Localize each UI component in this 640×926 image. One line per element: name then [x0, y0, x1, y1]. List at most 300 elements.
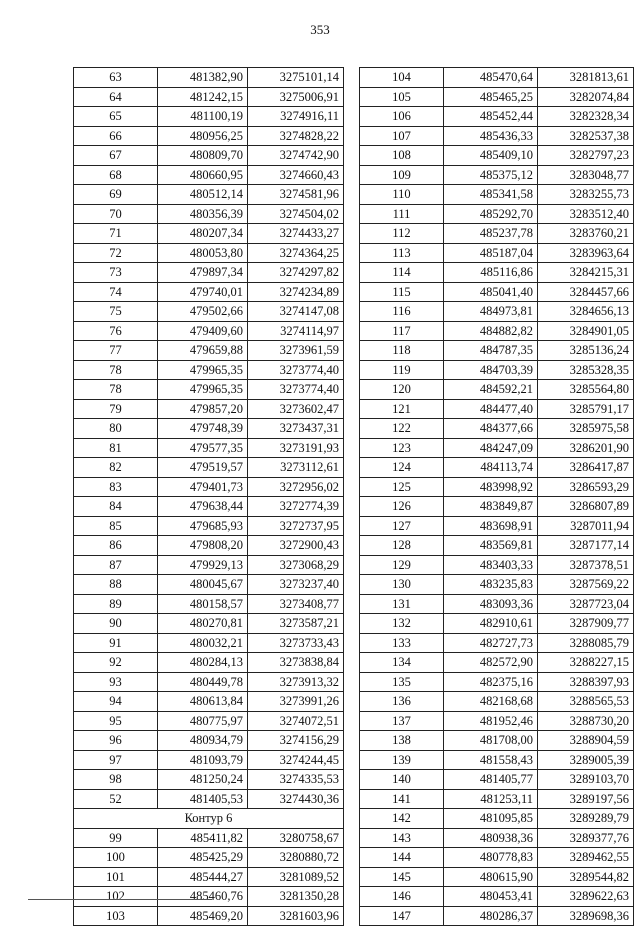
y-coordinate: 3286417,87 [538, 458, 634, 478]
table-row [74, 536, 344, 556]
point-number: 120 [360, 380, 444, 400]
point-number: 135 [360, 672, 444, 692]
x-coordinate: 480158,57 [158, 594, 248, 614]
y-coordinate: 3273408,77 [248, 594, 344, 614]
point-number: 113 [360, 243, 444, 263]
point-number: 115 [360, 282, 444, 302]
x-coordinate: 480045,67 [158, 575, 248, 595]
table-row [74, 692, 344, 712]
point-number: 143 [360, 828, 444, 848]
x-coordinate: 484113,74 [444, 458, 538, 478]
x-coordinate: 482572,90 [444, 653, 538, 673]
point-number: 64 [74, 87, 158, 107]
x-coordinate: 483235,83 [444, 575, 538, 595]
point-number: 136 [360, 692, 444, 712]
table-row [74, 146, 344, 166]
table-row [360, 536, 634, 556]
table-row [74, 341, 344, 361]
y-coordinate: 3289289,79 [538, 809, 634, 829]
point-number: 78 [74, 360, 158, 380]
point-number: 96 [74, 731, 158, 751]
x-coordinate: 485375,12 [444, 165, 538, 185]
x-coordinate: 483849,87 [444, 497, 538, 517]
point-number: 98 [74, 770, 158, 790]
x-coordinate: 479659,88 [158, 341, 248, 361]
section-row [74, 809, 344, 829]
y-coordinate: 3274430,36 [248, 789, 344, 809]
page-number: 353 [310, 22, 330, 37]
y-coordinate: 3289698,36 [538, 906, 634, 926]
point-number: 122 [360, 419, 444, 439]
point-number: 109 [360, 165, 444, 185]
point-number: 125 [360, 477, 444, 497]
x-coordinate: 481242,15 [158, 87, 248, 107]
x-coordinate: 480809,70 [158, 146, 248, 166]
point-number: 93 [74, 672, 158, 692]
point-number: 95 [74, 711, 158, 731]
x-coordinate: 479685,93 [158, 516, 248, 536]
y-coordinate: 3274297,82 [248, 263, 344, 283]
x-coordinate: 483403,33 [444, 555, 538, 575]
table-row [360, 87, 634, 107]
y-coordinate: 3287378,51 [538, 555, 634, 575]
point-number: 70 [74, 204, 158, 224]
y-coordinate: 3274660,43 [248, 165, 344, 185]
table-row [74, 185, 344, 205]
point-number: 107 [360, 126, 444, 146]
point-number: 89 [74, 594, 158, 614]
table-row [360, 750, 634, 770]
x-coordinate: 480284,13 [158, 653, 248, 673]
y-coordinate: 3288227,15 [538, 653, 634, 673]
table-row [360, 68, 634, 88]
point-number: 91 [74, 633, 158, 653]
y-coordinate: 3285791,17 [538, 399, 634, 419]
x-coordinate: 481405,53 [158, 789, 248, 809]
x-coordinate: 480660,95 [158, 165, 248, 185]
x-coordinate: 485465,25 [444, 87, 538, 107]
x-coordinate: 482910,61 [444, 614, 538, 634]
x-coordinate: 479519,57 [158, 458, 248, 478]
y-coordinate: 3288397,93 [538, 672, 634, 692]
table-row [74, 555, 344, 575]
table-row [74, 419, 344, 439]
table-row [360, 126, 634, 146]
point-number: 67 [74, 146, 158, 166]
table-row [360, 341, 634, 361]
table-row [74, 750, 344, 770]
x-coordinate: 481708,00 [444, 731, 538, 751]
point-number: 144 [360, 848, 444, 868]
table-row [74, 516, 344, 536]
table-row [360, 497, 634, 517]
point-number: 141 [360, 789, 444, 809]
y-coordinate: 3286201,90 [538, 438, 634, 458]
table-row [74, 107, 344, 127]
point-number: 129 [360, 555, 444, 575]
point-number: 71 [74, 224, 158, 244]
table-row [360, 380, 634, 400]
point-number: 90 [74, 614, 158, 634]
x-coordinate: 485187,04 [444, 243, 538, 263]
table-row [74, 263, 344, 283]
point-number: 80 [74, 419, 158, 439]
y-coordinate: 3274504,02 [248, 204, 344, 224]
point-number: 127 [360, 516, 444, 536]
table-row [74, 653, 344, 673]
x-coordinate: 480449,78 [158, 672, 248, 692]
y-coordinate: 3283760,21 [538, 224, 634, 244]
point-number: 101 [74, 867, 158, 887]
table-row [74, 594, 344, 614]
y-coordinate: 3283048,77 [538, 165, 634, 185]
table-row [360, 185, 634, 205]
table-row [360, 594, 634, 614]
table-row [360, 165, 634, 185]
point-number: 110 [360, 185, 444, 205]
y-coordinate: 3273587,21 [248, 614, 344, 634]
y-coordinate: 3281089,52 [248, 867, 344, 887]
coordinates-table-left [73, 67, 344, 926]
point-number: 124 [360, 458, 444, 478]
table-row [360, 770, 634, 790]
point-number: 87 [74, 555, 158, 575]
x-coordinate: 481093,79 [158, 750, 248, 770]
x-coordinate: 480207,34 [158, 224, 248, 244]
y-coordinate: 3287011,94 [538, 516, 634, 536]
x-coordinate: 480512,14 [158, 185, 248, 205]
table-row [360, 146, 634, 166]
x-coordinate: 484377,66 [444, 419, 538, 439]
x-coordinate: 481382,90 [158, 68, 248, 88]
table-row [74, 458, 344, 478]
table-row [360, 282, 634, 302]
point-number: 66 [74, 126, 158, 146]
x-coordinate: 479897,34 [158, 263, 248, 283]
table-row [74, 789, 344, 809]
y-coordinate: 3280758,67 [248, 828, 344, 848]
x-coordinate: 483998,92 [444, 477, 538, 497]
x-coordinate: 484477,40 [444, 399, 538, 419]
x-coordinate: 484247,09 [444, 438, 538, 458]
y-coordinate: 3273237,40 [248, 575, 344, 595]
point-number: 82 [74, 458, 158, 478]
y-coordinate: 3286593,29 [538, 477, 634, 497]
x-coordinate: 481253,11 [444, 789, 538, 809]
table-row [74, 575, 344, 595]
point-number: 119 [360, 360, 444, 380]
x-coordinate: 480453,41 [444, 887, 538, 907]
x-coordinate: 485409,10 [444, 146, 538, 166]
y-coordinate: 3289005,39 [538, 750, 634, 770]
y-coordinate: 3284656,13 [538, 302, 634, 322]
point-number: 100 [74, 848, 158, 868]
section-title: Контур 6 [74, 809, 344, 829]
y-coordinate: 3274742,90 [248, 146, 344, 166]
table-row [74, 399, 344, 419]
x-coordinate: 483569,81 [444, 536, 538, 556]
y-coordinate: 3274335,53 [248, 770, 344, 790]
y-coordinate: 3272956,02 [248, 477, 344, 497]
x-coordinate: 480615,90 [444, 867, 538, 887]
table-row [360, 555, 634, 575]
table-row [360, 224, 634, 244]
point-number: 76 [74, 321, 158, 341]
x-coordinate: 482168,68 [444, 692, 538, 712]
point-number: 123 [360, 438, 444, 458]
y-coordinate: 3275006,91 [248, 87, 344, 107]
y-coordinate: 3273068,29 [248, 555, 344, 575]
y-coordinate: 3281603,96 [248, 906, 344, 926]
y-coordinate: 3287177,14 [538, 536, 634, 556]
x-coordinate: 485436,33 [444, 126, 538, 146]
table-row [74, 497, 344, 517]
y-coordinate: 3274433,27 [248, 224, 344, 244]
x-coordinate: 485469,20 [158, 906, 248, 926]
x-coordinate: 483698,91 [444, 516, 538, 536]
x-coordinate: 485237,78 [444, 224, 538, 244]
x-coordinate: 481250,24 [158, 770, 248, 790]
x-coordinate: 484703,39 [444, 360, 538, 380]
point-number: 84 [74, 497, 158, 517]
table-row [74, 887, 344, 907]
x-coordinate: 484973,81 [444, 302, 538, 322]
table-row [74, 302, 344, 322]
table-row [360, 458, 634, 478]
x-coordinate: 479965,35 [158, 360, 248, 380]
table-row [74, 204, 344, 224]
table-row [360, 867, 634, 887]
table-row [360, 906, 634, 926]
point-number: 134 [360, 653, 444, 673]
x-coordinate: 479808,20 [158, 536, 248, 556]
y-coordinate: 3274244,45 [248, 750, 344, 770]
x-coordinate: 480613,84 [158, 692, 248, 712]
point-number: 106 [360, 107, 444, 127]
table-row [360, 731, 634, 751]
x-coordinate: 479857,20 [158, 399, 248, 419]
y-coordinate: 3274581,96 [248, 185, 344, 205]
point-number: 81 [74, 438, 158, 458]
table-row [360, 789, 634, 809]
table-row [74, 848, 344, 868]
table-row [74, 360, 344, 380]
y-coordinate: 3282797,23 [538, 146, 634, 166]
table-row [360, 633, 634, 653]
point-number: 118 [360, 341, 444, 361]
point-number: 130 [360, 575, 444, 595]
x-coordinate: 480286,37 [444, 906, 538, 926]
x-coordinate: 479748,39 [158, 419, 248, 439]
y-coordinate: 3282328,34 [538, 107, 634, 127]
y-coordinate: 3273437,31 [248, 419, 344, 439]
point-number: 147 [360, 906, 444, 926]
point-number: 78 [74, 380, 158, 400]
y-coordinate: 3273191,93 [248, 438, 344, 458]
x-coordinate: 480270,81 [158, 614, 248, 634]
x-coordinate: 480938,36 [444, 828, 538, 848]
table-row [74, 224, 344, 244]
y-coordinate: 3273913,32 [248, 672, 344, 692]
y-coordinate: 3284457,66 [538, 282, 634, 302]
y-coordinate: 3288565,53 [538, 692, 634, 712]
y-coordinate: 3285975,58 [538, 419, 634, 439]
y-coordinate: 3273602,47 [248, 399, 344, 419]
x-coordinate: 482727,73 [444, 633, 538, 653]
y-coordinate: 3274364,25 [248, 243, 344, 263]
y-coordinate: 3286807,89 [538, 497, 634, 517]
table-row [360, 438, 634, 458]
table-row [74, 380, 344, 400]
y-coordinate: 3274828,22 [248, 126, 344, 146]
point-number: 99 [74, 828, 158, 848]
y-coordinate: 3272774,39 [248, 497, 344, 517]
point-number: 69 [74, 185, 158, 205]
y-coordinate: 3289544,82 [538, 867, 634, 887]
table-row [360, 516, 634, 536]
point-number: 132 [360, 614, 444, 634]
y-coordinate: 3273774,40 [248, 380, 344, 400]
table-row [360, 828, 634, 848]
table-row [74, 243, 344, 263]
y-coordinate: 3288904,59 [538, 731, 634, 751]
y-coordinate: 3281813,61 [538, 68, 634, 88]
point-number: 103 [74, 906, 158, 926]
table-row [74, 68, 344, 88]
table-row [360, 848, 634, 868]
table-row [360, 809, 634, 829]
x-coordinate: 484882,82 [444, 321, 538, 341]
table-row [74, 87, 344, 107]
x-coordinate: 479965,35 [158, 380, 248, 400]
y-coordinate: 3273838,84 [248, 653, 344, 673]
table-row [74, 828, 344, 848]
point-number: 65 [74, 107, 158, 127]
point-number: 73 [74, 263, 158, 283]
point-number: 86 [74, 536, 158, 556]
table-row [74, 867, 344, 887]
x-coordinate: 481095,85 [444, 809, 538, 829]
x-coordinate: 481952,46 [444, 711, 538, 731]
x-coordinate: 481558,43 [444, 750, 538, 770]
x-coordinate: 479638,44 [158, 497, 248, 517]
y-coordinate: 3284901,05 [538, 321, 634, 341]
x-coordinate: 480053,80 [158, 243, 248, 263]
x-coordinate: 485341,58 [444, 185, 538, 205]
y-coordinate: 3275101,14 [248, 68, 344, 88]
table-row [74, 731, 344, 751]
table-row [74, 282, 344, 302]
x-coordinate: 480356,39 [158, 204, 248, 224]
y-coordinate: 3285328,35 [538, 360, 634, 380]
point-number: 63 [74, 68, 158, 88]
coordinates-table-right [359, 67, 634, 926]
table-body-right [360, 68, 634, 926]
y-coordinate: 3272737,95 [248, 516, 344, 536]
point-number: 126 [360, 497, 444, 517]
table-row [74, 906, 344, 926]
point-number: 79 [74, 399, 158, 419]
table-row [360, 711, 634, 731]
x-coordinate: 480778,83 [444, 848, 538, 868]
x-coordinate: 485444,27 [158, 867, 248, 887]
point-number: 137 [360, 711, 444, 731]
x-coordinate: 483093,36 [444, 594, 538, 614]
table-row [360, 399, 634, 419]
y-coordinate: 3274916,11 [248, 107, 344, 127]
point-number: 117 [360, 321, 444, 341]
y-coordinate: 3283963,64 [538, 243, 634, 263]
y-coordinate: 3273961,59 [248, 341, 344, 361]
point-number: 72 [74, 243, 158, 263]
y-coordinate: 3288085,79 [538, 633, 634, 653]
x-coordinate: 479502,66 [158, 302, 248, 322]
point-number: 139 [360, 750, 444, 770]
y-coordinate: 3283255,73 [538, 185, 634, 205]
y-coordinate: 3274156,29 [248, 731, 344, 751]
y-coordinate: 3282537,38 [538, 126, 634, 146]
table-row [360, 204, 634, 224]
x-coordinate: 484592,21 [444, 380, 538, 400]
point-number: 140 [360, 770, 444, 790]
x-coordinate: 480032,21 [158, 633, 248, 653]
y-coordinate: 3273991,26 [248, 692, 344, 712]
y-coordinate: 3282074,84 [538, 87, 634, 107]
y-coordinate: 3274234,89 [248, 282, 344, 302]
point-number: 105 [360, 87, 444, 107]
x-coordinate: 482375,16 [444, 672, 538, 692]
table-row [74, 438, 344, 458]
table-row [360, 263, 634, 283]
table-row [360, 107, 634, 127]
table-row [360, 321, 634, 341]
point-number: 85 [74, 516, 158, 536]
x-coordinate: 485411,82 [158, 828, 248, 848]
point-number: 128 [360, 536, 444, 556]
point-number: 112 [360, 224, 444, 244]
table-row [360, 575, 634, 595]
point-number: 75 [74, 302, 158, 322]
table-row [74, 770, 344, 790]
y-coordinate: 3289377,76 [538, 828, 634, 848]
table-row [360, 477, 634, 497]
y-coordinate: 3289462,55 [538, 848, 634, 868]
point-number: 108 [360, 146, 444, 166]
y-coordinate: 3288730,20 [538, 711, 634, 731]
table-row [360, 887, 634, 907]
point-number: 94 [74, 692, 158, 712]
x-coordinate: 485041,40 [444, 282, 538, 302]
x-coordinate: 481405,77 [444, 770, 538, 790]
x-coordinate: 485460,76 [158, 887, 248, 907]
y-coordinate: 3274114,97 [248, 321, 344, 341]
table-row [360, 672, 634, 692]
y-coordinate: 3274147,08 [248, 302, 344, 322]
x-coordinate: 479401,73 [158, 477, 248, 497]
point-number: 116 [360, 302, 444, 322]
point-number: 133 [360, 633, 444, 653]
point-number: 77 [74, 341, 158, 361]
x-coordinate: 485470,64 [444, 68, 538, 88]
table-row [360, 419, 634, 439]
point-number: 131 [360, 594, 444, 614]
x-coordinate: 479409,60 [158, 321, 248, 341]
point-number: 52 [74, 789, 158, 809]
point-number: 83 [74, 477, 158, 497]
table-row [360, 653, 634, 673]
x-coordinate: 479929,13 [158, 555, 248, 575]
x-coordinate: 485452,44 [444, 107, 538, 127]
